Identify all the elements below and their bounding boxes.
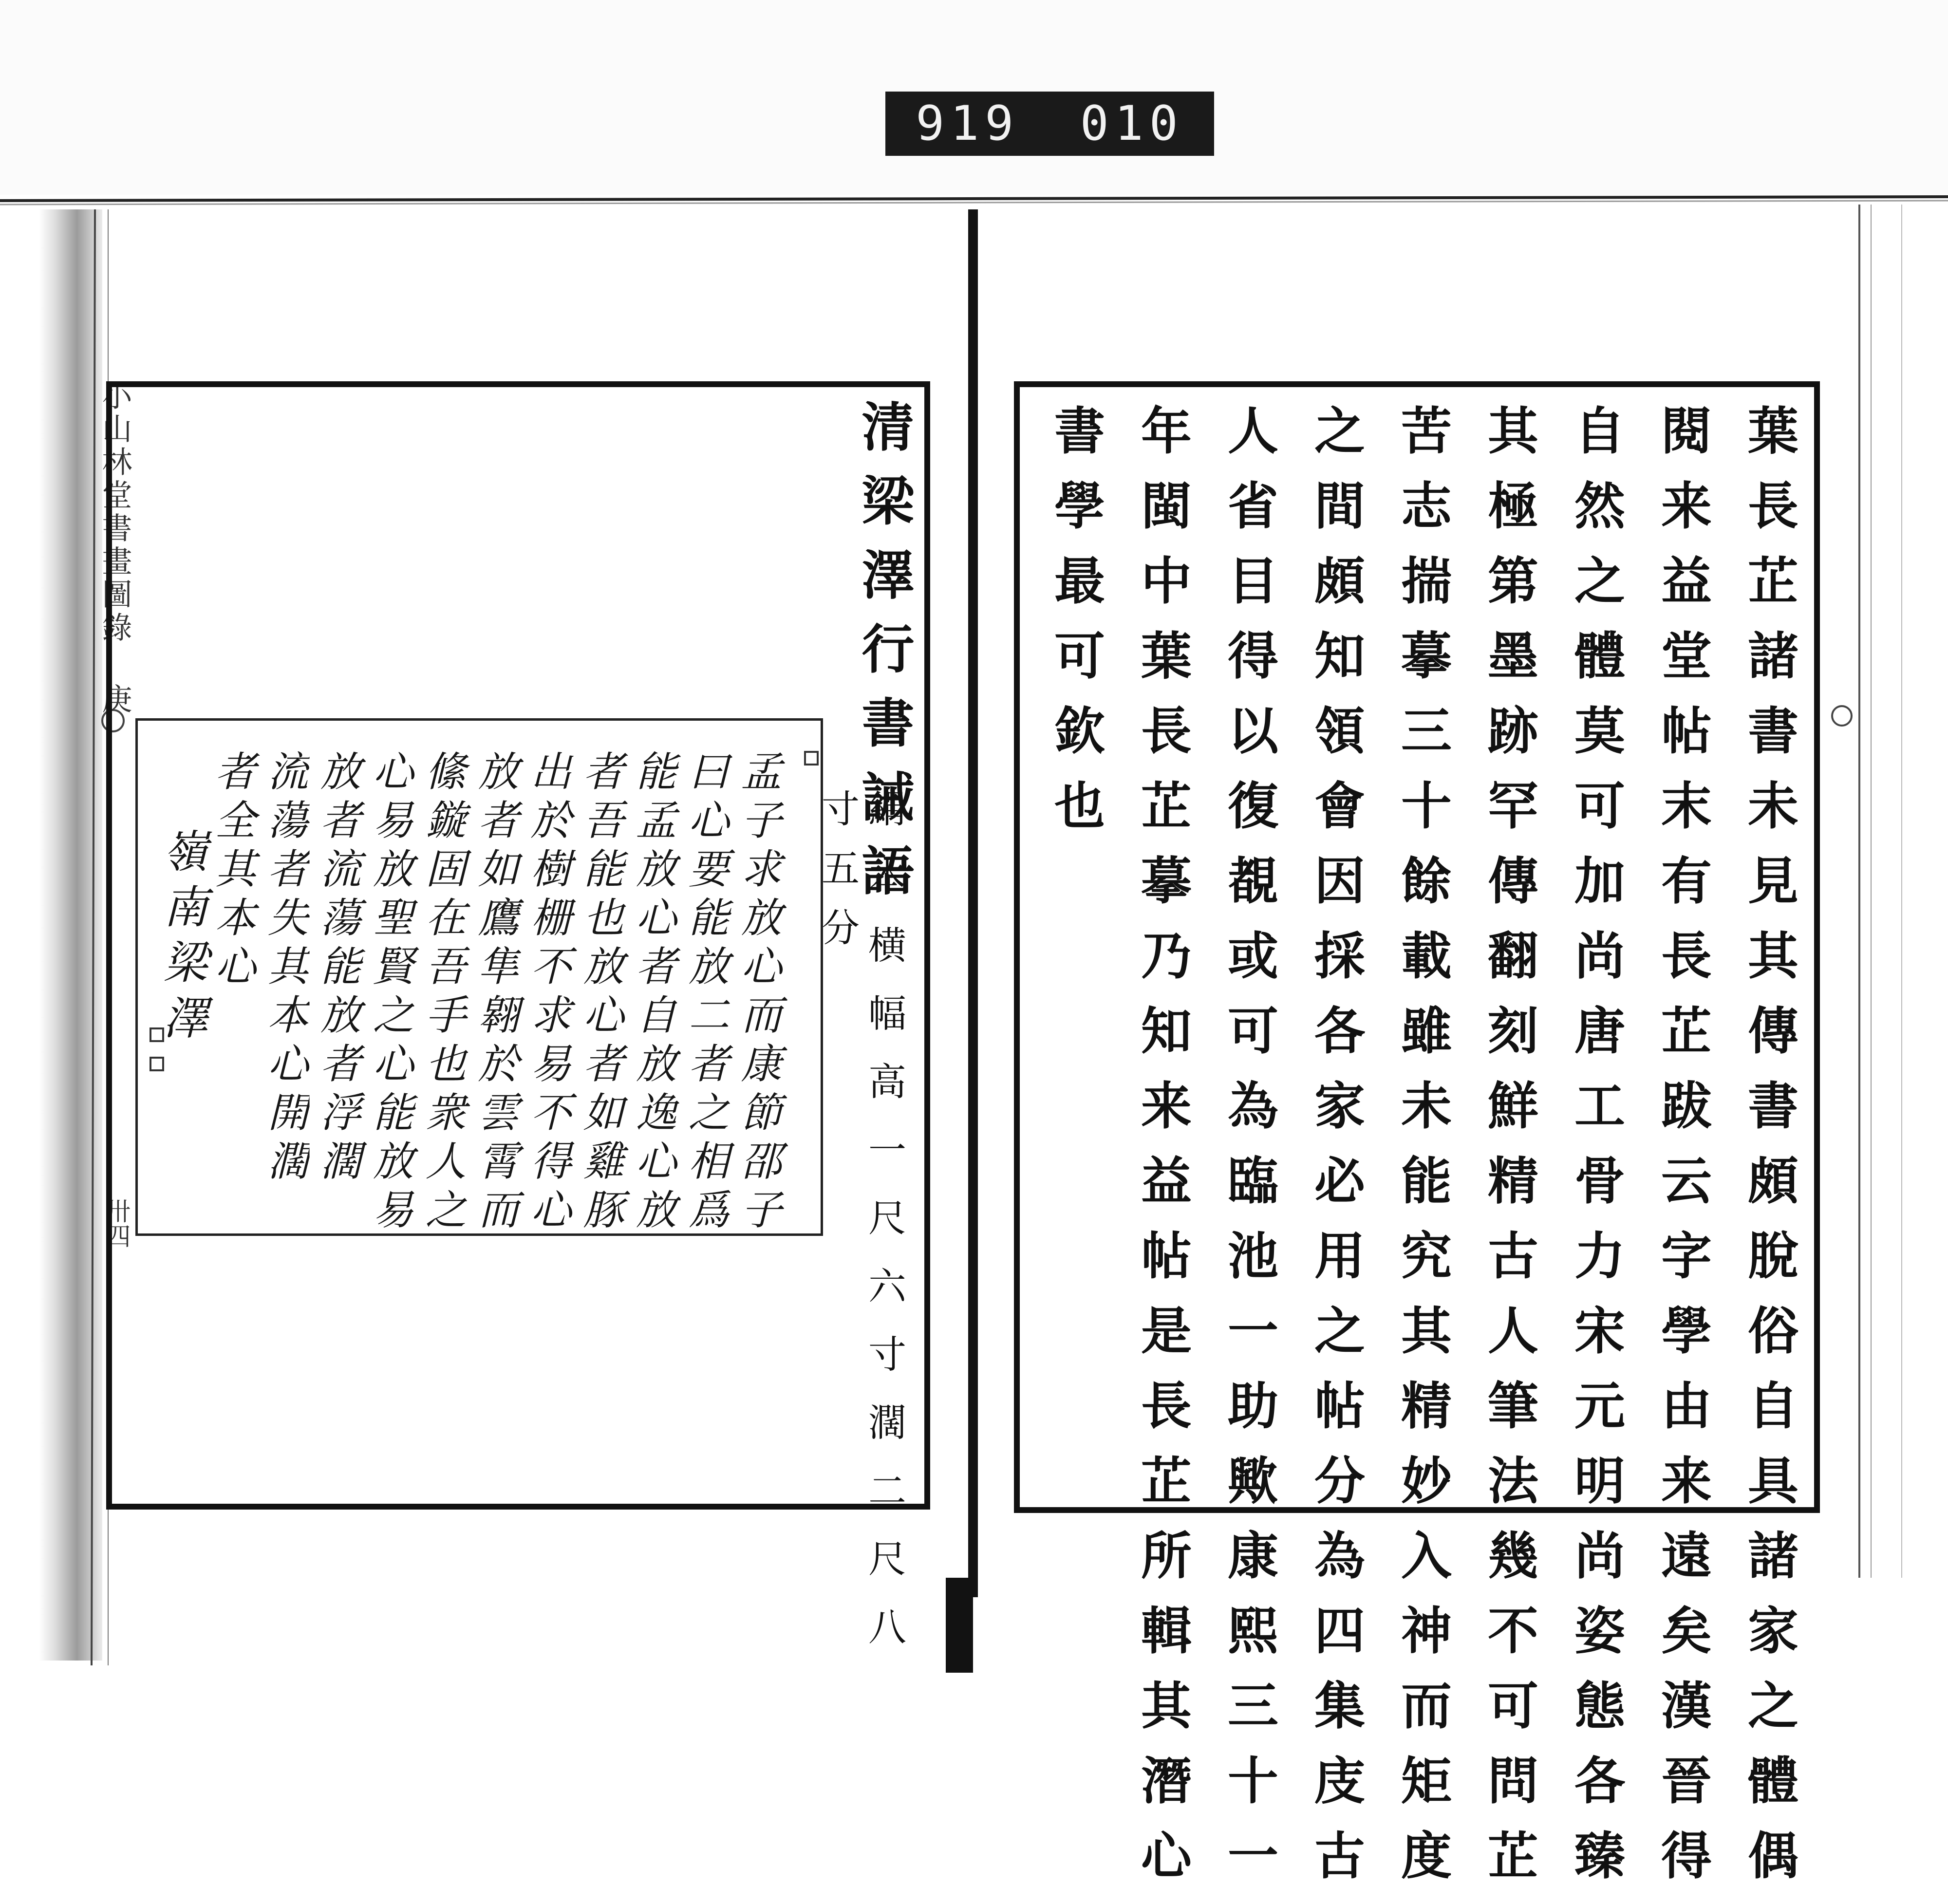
text-column: 其極第墨跡罕傳翻刻鮮精古人筆法幾不可問芷 [1479, 404, 1539, 1904]
artwork-meta-col1: 絹本横幅高一尺六寸濶二尺八 [862, 789, 906, 1675]
text-column: 書學最可欽也 [1046, 404, 1105, 854]
text-column: 年閩中葉長芷摹乃知来益帖是長芷所輯其潛心 [1132, 404, 1192, 1904]
text-column: 人省目得以復覩或可為臨池一助歟康熙三十一 [1219, 404, 1279, 1904]
seal-mark [804, 751, 819, 765]
calligraphy-column: 曰心要能放二者之相爲 [682, 750, 730, 1237]
seal-mark [150, 1027, 164, 1042]
text-column: 之間頗知領會因採各家必用之帖分為四集庋古 [1306, 404, 1366, 1904]
calligraphy-column: 出於樹栅不求易不得心 [524, 750, 572, 1237]
book-spine [968, 209, 978, 1597]
calligraphy-column: 流蕩者失其本心開濶 [261, 750, 309, 1188]
calligraphy-column: 放者流蕩能放者浮濶 [314, 750, 361, 1188]
running-head-suffix: 庚 [97, 683, 132, 716]
running-head-title: 小山林堂書畫圖錄 [97, 380, 132, 645]
calligraphy-column: 絛鏇固在吾手也衆人之 [419, 750, 467, 1237]
calligraphy-column: 放者如鷹隼翱於雲霄而 [471, 750, 519, 1237]
frame-label-right: 010 [1080, 96, 1184, 151]
text-column: 葉長芷諸書未見其傳書頗脫俗自具諸家之體偶 [1739, 404, 1799, 1904]
calligraphy-column: 心易放聖賢之心能放易 [366, 750, 414, 1237]
book-spine-tail [946, 1578, 973, 1673]
calligraphy-plate [135, 718, 823, 1236]
microfilm-frame-label [885, 92, 1214, 156]
text-column: 苦志揣摹三十餘載雖未能究其精妙入神而矩度 [1392, 404, 1452, 1904]
calligraphy-signature: 嶺南梁澤 [156, 828, 208, 1050]
text-column: 自然之體莫可加尚唐工骨力宋元明尚姿態各臻 [1566, 404, 1626, 1904]
artwork-title: 清梁澤行書誡語 [853, 399, 914, 917]
calligraphy-column: 者全其本心 [208, 750, 256, 993]
calligraphy-column: 孟子求放心而康節邵子 [734, 750, 782, 1237]
text-column: 閱来益堂帖末有長芷跋云字學由来遠矣漢晉得 [1652, 404, 1712, 1904]
frame-label-left: 919 [916, 96, 1020, 151]
seal-mark [150, 1057, 164, 1071]
calligraphy-column: 者吾能也放心者如雞豚 [577, 750, 624, 1237]
page-number: 卅四 [101, 1198, 130, 1249]
calligraphy-column: 能孟放心者自放逸心放 [629, 750, 677, 1237]
artwork-meta-col2: 寸五分 [815, 789, 859, 967]
